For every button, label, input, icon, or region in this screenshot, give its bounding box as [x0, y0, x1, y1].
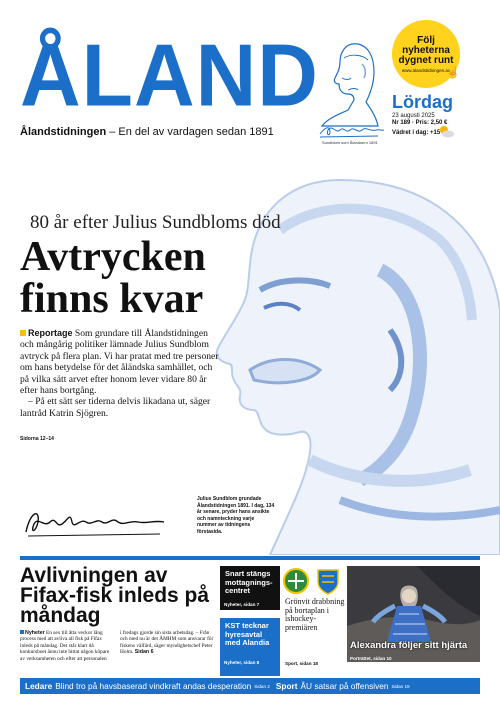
sundblom-signature-icon	[20, 502, 170, 542]
partly-cloudy-icon	[437, 124, 455, 138]
issue-date: 23 augusti 2025	[392, 113, 435, 119]
section-divider	[20, 556, 480, 560]
footer-section-sport[interactable]: Sport	[275, 681, 298, 691]
signature-caption: Sundblom som Ålandsern 1891	[322, 140, 378, 145]
fifax-headline[interactable]: Avlivningen av Fifax-fisk inleds på måndag	[20, 564, 210, 627]
tagline	[20, 126, 274, 138]
footer-teaser-text[interactable]: ÅU satsar på offensiven	[300, 681, 389, 691]
lead-text: Som grundare till Ålandstidningen och mångårig politiker lämnade Julius Sundblom avtryck på flera plan. Vi har pratat med tre personer om hans betydelse för det åländska samhället, och på vilka sätt arvet efter honom lever vidare 80 år efter hans bortgång.	[20, 328, 219, 397]
footer-pageref: Sidan 2	[254, 683, 270, 689]
weather-today: Vädret i dag: +15	[392, 130, 441, 136]
badge-url: www.alandstidningen.ax	[401, 67, 451, 73]
portrait-caption: Julius Sundblom grundade Ålandstidningen 1891. I dag, 134 år senare, pryder hans ansikte och namnteckning varje nummer av tidningens förstasida.	[197, 496, 275, 535]
newspaper-logo[interactable]: ÅLAND	[20, 25, 319, 125]
teaser-hockey-headline[interactable]: Grönvit drabbning på bortaplan i ishockey-premiären	[285, 597, 345, 632]
section-tag: Reportage	[28, 328, 73, 338]
footer-section-ledare[interactable]: Ledare	[25, 681, 53, 691]
section-marker-icon	[20, 630, 24, 634]
teaser-alexandra-headline[interactable]: Alexandra följer sitt hjärta	[350, 640, 468, 651]
teaser-pageref: Porträttet, sidan 10	[350, 656, 392, 661]
teaser-pageref: Sport, sidan 18	[285, 661, 318, 666]
fifax-body	[20, 630, 215, 662]
tagline-brand: Ålandstidningen	[20, 126, 107, 138]
fifax-col-2	[120, 630, 215, 662]
footer-teaser-bar	[20, 678, 480, 694]
footer-teaser-text[interactable]: Blind tro på havsbaserad vindkraft andas desperation	[55, 681, 252, 691]
issue-number-price: Nr 189 · Pris: 2,50 €	[392, 120, 448, 126]
teaser-headline: KST tecknar hyresavtal med Alandia	[225, 621, 270, 647]
fifax-pageref[interactable]: Sidan 6	[134, 649, 154, 656]
pointing-hand-icon: ☝	[446, 67, 460, 79]
main-story-kicker: 80 år efter Julius Sundbloms död	[30, 212, 281, 233]
badge-text: Följ nyheterna dygnet runt	[398, 34, 454, 66]
teaser-pageref: Nyheter, sidan 7	[224, 602, 260, 607]
main-headline[interactable]	[20, 236, 240, 320]
fifax-text-1: En sex till åtta veckor lång process med att avliva all fisk på Fifax inleds på måndag. Det står klart då konkursboet ännu inte hittat någon köpare av verksamheten och efter att personalen	[20, 630, 110, 662]
teaser-headline: Snart stängs mottagnings-centret	[225, 569, 273, 595]
fifax-text-2: i fredags gjorde sin sista arbetsdag. – Från och med nu är det ÅMHM som ansvarar för fiskens välfärd, säger myndighetschef Peter Holm.	[120, 630, 214, 656]
teaser-pageref: Nyheter, sidan 8	[224, 660, 260, 665]
headline-line: finns kvar	[20, 276, 204, 322]
teaser-kst-alandia[interactable]	[220, 618, 280, 676]
signature-small-icon	[318, 122, 386, 140]
section-tag: Nyheter	[25, 630, 45, 636]
headline-line: Avtrycken	[20, 234, 206, 280]
tagline-text: – En del av vardagen sedan 1891	[106, 126, 274, 138]
section-marker-icon	[20, 330, 26, 336]
footer-pageref: Sidan 19	[391, 683, 410, 689]
main-story-pageref[interactable]: Sidorna 12–14	[20, 436, 54, 442]
fifax-col-1	[20, 630, 115, 662]
lead-quote: – På ett sätt ser tiderna delvis likadana ut, säger lantråd Katrin Sjögren.	[20, 396, 211, 419]
main-story-lead	[20, 328, 220, 419]
weekday: Lördag	[392, 92, 453, 112]
hockey-team-logos-icon	[282, 566, 342, 596]
